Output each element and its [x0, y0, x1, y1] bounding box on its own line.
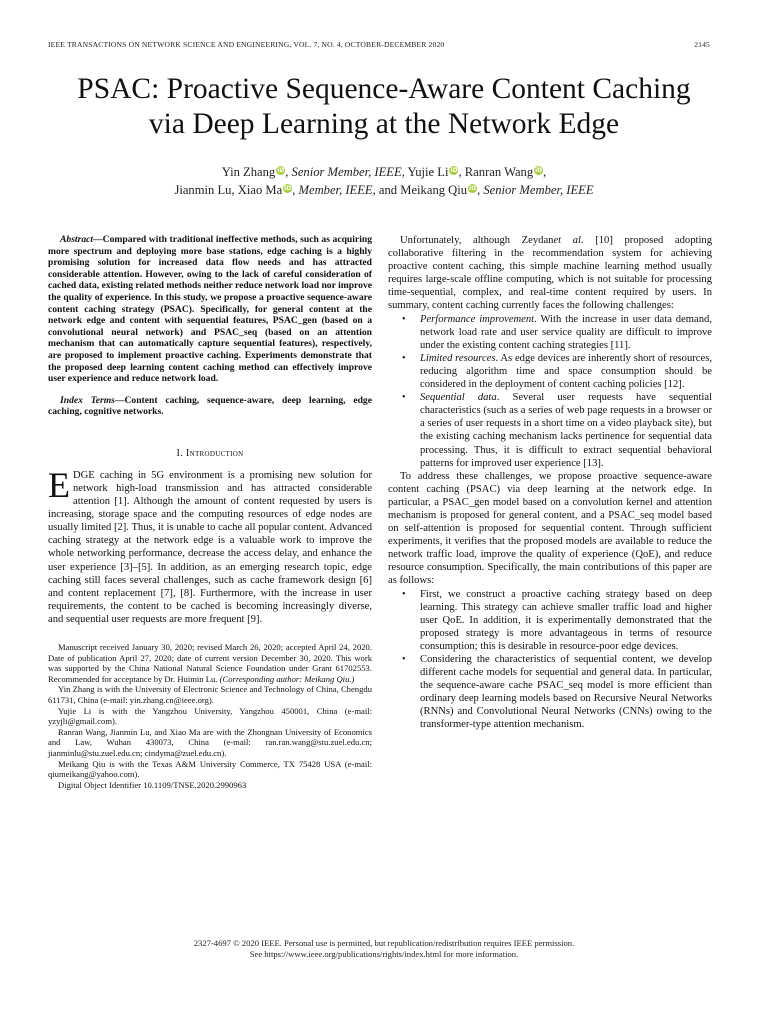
copyright-line: 2327-4697 © 2020 IEEE. Personal use is permitted, but republication/redistribution requires IEEE permission. [193, 938, 575, 948]
copyright-link[interactable]: See https://www.ieee.org/publications/rights/index.html for more information. [249, 949, 519, 959]
author-role: Member, IEEE [298, 183, 373, 197]
list-item-heading: Limited resources [420, 352, 496, 364]
body-paragraph: To address these challenges, we propose proactive sequence-aware content caching (PSAC) via deep learning at the network edge. In particular, a PSAC_gen model based on a convolution kernel and attention mechanism is proposed for general content, and a PSAC_seq model based on self-attention is proposed for sequential content. Through sufficient experiments, it verifies that the proposed models are available to reduce the network traffic load, improve the quality of experience (QoE), and reduce resource consumption. Specifically, the main contributions of this paper are as follows: [388, 470, 712, 587]
running-header [48, 40, 710, 49]
conjunction: and [378, 183, 398, 197]
list-item-text: First, we construct a proactive caching strategy based on deep learning. This strategy can achieve smaller traffic load and higher user QoE. In addition, it is experimentally demonstrated that the proposed strategy is more advantageous in terms of resource consumption; this is desirable in resource-poor edge devices. [420, 588, 712, 652]
abstract [48, 234, 372, 385]
bullet-icon: • [402, 392, 406, 404]
author-name: Jianmin Lu [174, 183, 232, 197]
text-span: Unfortunately, although Zeydan [400, 235, 554, 246]
index-terms-text: Content caching, sequence-aware, deep learning, edge caching, cognitive networks. [48, 394, 372, 418]
list-item [388, 653, 712, 732]
list-item [388, 313, 712, 352]
author-line-1: Yin Zhang iD, Senior Member, IEEE, Yujie Li iD, Ranran Wang iD, [221, 165, 547, 179]
intro-text: DGE caching in 5G environment is a promising new solution for network high-load transmission and has attracted considerable attention [1]. Although the amount of content requested by users is increasing, storage space and the computing resources of edge nodes are usually limited [2]. Thus, it is unable to cache all popular content. Advanced caching strategy at the network edge is a valuable work to improve the whole networking performance, decrease the access delay, and enhance the user experience [3]–[5]. In addition, as an emerging research topic, edge caching still faces several challenges, such as cache framework design [6] and content replacement [7], [8]. Furthermore, with the increase in user requirements, the content to be cached is becoming increasingly diverse, and sequential user requests are more frequent [9]. [48, 469, 372, 625]
orcid-icon[interactable]: iD [469, 185, 477, 192]
et-al: et al. [553, 235, 584, 246]
page-number: 2145 [694, 40, 710, 49]
list-item [388, 391, 712, 470]
doi: Digital Object Identifier 10.1109/TNSE.2020.2990963 [58, 779, 247, 790]
list-item-text: . As edge devices are inherently short of resources, reducing algorithm time and space consumption should be considered in the deployment of content caching policies [12]. [420, 352, 712, 391]
footnote-affiliation: Yin Zhang is with the University of Electronic Science and Technology of China, Chengdu 611731, China (e-mail: yin.zhang.cn@ieee.org). [48, 684, 372, 705]
list-item-heading: Sequential data [420, 392, 497, 404]
author-list [40, 163, 728, 199]
orcid-icon[interactable]: iD [284, 185, 292, 192]
index-terms-label: Index Terms [60, 394, 115, 406]
intro-paragraph [48, 464, 372, 626]
orcid-icon[interactable]: iD [535, 167, 543, 174]
abstract-text: Compared with traditional ineffective methods, such as acquiring more spectrum and deploying more base stations, edge caching is a highly promising solution for increased data flow needs and has attracted considerable attention. However, owing to the lack of careful consideration of cached data, existing related methods neither reduce network load nor improve the quality of experience. In this study, we propose a proactive sequence-aware content caching strategy (PSAC). Specifically, for general content at the network edge and content with sequential features, PSAC_gen (based on a convolutional neural network) and PSAC_seq (based on an attention mechanism that can automatically capture sequential features), respectively, are proposed to implement proactive caching. Experiments demonstrate that the proposed deep learning content caching method can effectively improve user experience and reduce network load. [48, 234, 372, 385]
author-line-2: Jianmin Lu, Xiao Ma iD, Member, IEEE, and Meikang Qiu iD, Senior Member, IEEE [174, 183, 594, 197]
author-role: Senior Member, IEEE [483, 183, 594, 197]
author-name: Ranran Wang [464, 165, 534, 179]
list-item [388, 588, 712, 653]
section-number: I. [176, 447, 184, 459]
footnote-affiliation: Meikang Qiu is with the Texas A&M University Commerce, TX 75428 USA (e-mail: qiumeikang@yahoo.com). [48, 758, 372, 780]
list-item-text: . With the increase in user data demand, network load rate and user service quality are difficult to improve under the existing content caching strategies [11]. [420, 313, 712, 351]
section-heading-introduction [48, 448, 372, 459]
body-paragraph [388, 234, 712, 313]
bullet-icon: • [402, 313, 406, 325]
bullet-icon: • [402, 588, 406, 600]
list-item-text: Considering the characteristics of sequential content, we develop different cache models for sequential and general data. In particular, the sequence-aware cache PSAC_seq model is more efficient than ordinary deep learning models based on Recursive Neural Networks (RNNs) and Convolutional Neural Networks (CNNs) owing to the transformer-type attention mechanism. [420, 654, 712, 731]
index-terms-dash: — [114, 394, 125, 406]
title-line-2: via Deep Learning at the Network Edge [148, 108, 620, 140]
footnote-affiliation: Yujie Li is with the Yangzhou University, Yangzhou 450001, China (e-mail: yzyjli@gmail.com). [48, 705, 372, 727]
right-column [388, 234, 712, 732]
footnote-block [48, 642, 372, 790]
corresponding-author: (Corresponding author: Meikang Qiu.) [219, 673, 355, 684]
bullet-icon: • [402, 352, 406, 364]
left-column [48, 234, 372, 790]
orcid-icon[interactable]: iD [450, 167, 458, 174]
author-role: Senior Member, IEEE [291, 165, 402, 179]
list-item-text: . Several user requests have sequential characteristics (such as a series of web page requests in a browser or a series of user requests in a short time on a video playback site), but the existing caching mechanism lacks pertinence for sequential data processing. Thus, it is difficult to extract sequential behavioral patterns for improved user experience [13]. [420, 392, 713, 469]
orcid-icon[interactable]: iD [277, 167, 285, 174]
author-name: Yujie Li [407, 165, 449, 179]
author-name: Xiao Ma [237, 183, 283, 197]
title-line-1: PSAC: Proactive Sequence-Aware Content Caching [77, 73, 691, 105]
copyright-notice [40, 938, 728, 960]
journal-name: IEEE TRANSACTIONS ON NETWORK SCIENCE AND ENGINEERING, VOL. 7, NO. 4, OCTOBER-DECEMBER 2020 [48, 40, 445, 49]
contributions-list [388, 588, 712, 732]
paper-title [40, 72, 728, 142]
section-title: Introduction [185, 447, 244, 459]
text-span: [10] proposed adopting collaborative filtering in the recommendation system for achieving proactive content caching, this simple machine learning method usually requires large-scale offline computing, which is not suitable for processing time-sequential, complex, and real-time content required by users. In summary, content caching currently faces the following challenges: [388, 235, 712, 312]
list-item-heading: Performance improvement [420, 313, 535, 325]
bullet-icon: • [402, 654, 406, 665]
footnote-affiliation: Ranran Wang, Jianmin Lu, and Xiao Ma are with the Zhongnan University of Economics and Law, Wuhan 430073, China (e-mail: ran.ran.wang@stu.zuel.edu.cn; jianminlu@stu.zuel.edu.cn; cindyma@zuel.edu.cn). [48, 726, 372, 758]
drop-cap: E [48, 464, 70, 505]
index-terms [48, 395, 372, 418]
footnote-text: Manuscript received January 30, 2020; revised March 26, 2020; accepted April 24, 2020. Date of publication April 27, 2020; date of current version December 30, 2020. This work was supported by the China National Natural Science Foundation under Grant 61702553. Recommended for acceptance by Dr. Huimin Lu. [48, 642, 372, 684]
abstract-label: Abstract [60, 234, 94, 245]
author-name: Meikang Qiu [400, 183, 468, 197]
author-name: Yin Zhang [221, 165, 276, 179]
challenges-list [388, 313, 712, 470]
footnote-manuscript [48, 642, 372, 684]
list-item [388, 352, 712, 391]
abstract-dash: — [93, 234, 103, 245]
